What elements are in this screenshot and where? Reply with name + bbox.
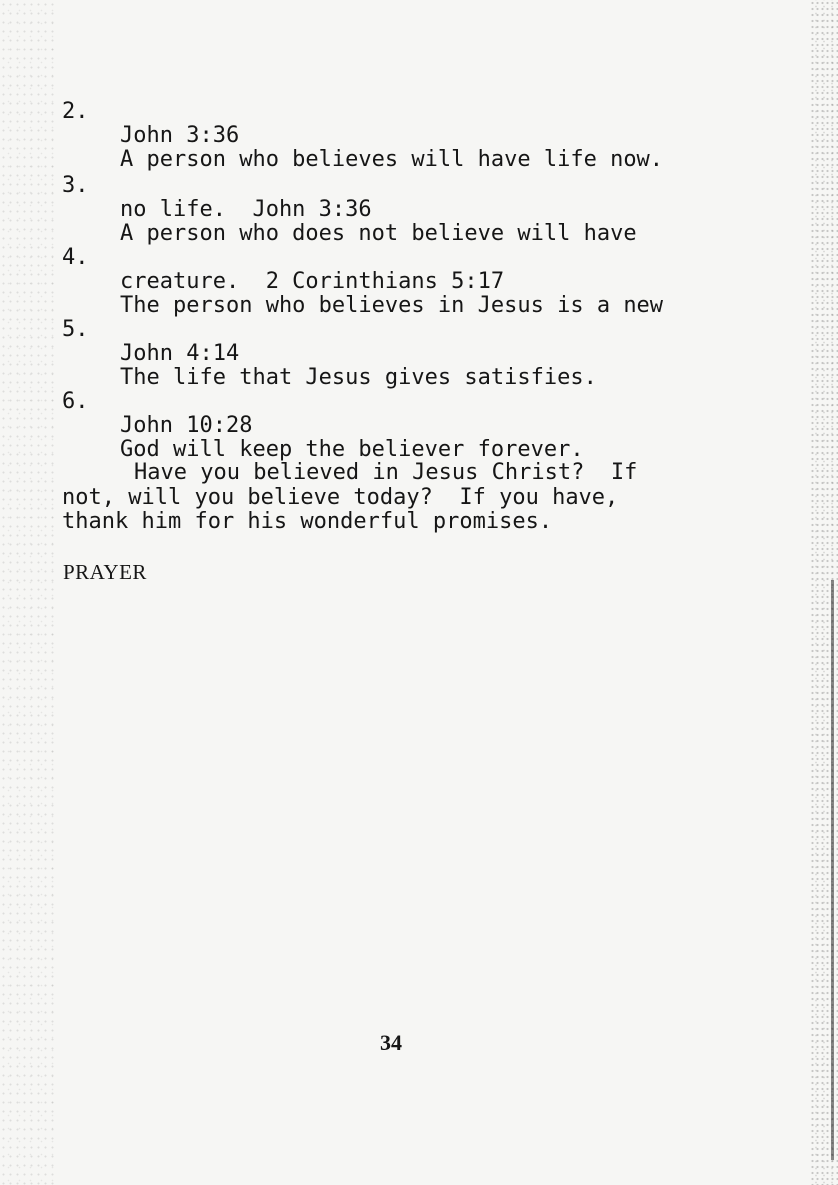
list-item-text: God will keep the believer forever.	[120, 437, 584, 462]
list-item-text: The person who believes in Jesus is a new	[120, 293, 664, 318]
page-number: 34	[380, 1030, 402, 1055]
list-item-number: 5.	[62, 317, 89, 342]
list-item-number: 6.	[62, 389, 89, 414]
scan-speckle-left	[0, 0, 58, 1185]
list-item-number: 4.	[62, 245, 89, 270]
paragraph-line: not, will you believe today? If you have,	[62, 484, 619, 510]
list-item-text: The life that Jesus gives satisfies.	[120, 365, 597, 390]
list-item-reference: creature. 2 Corinthians 5:17	[120, 269, 505, 294]
list-item-reference: no life. John 3:36	[120, 197, 372, 222]
paragraph-line: Have you believed in Jesus Christ? If	[134, 460, 638, 485]
list-item-number: 2.	[62, 99, 89, 124]
list-item-text: A person who does not believe will have	[120, 221, 637, 246]
list-item-reference: John 3:36	[120, 123, 240, 148]
list-item-number: 3.	[62, 173, 89, 198]
list-item-reference: John 4:14	[120, 341, 240, 366]
list-item-reference: John 10:28	[120, 413, 253, 438]
scan-edge-shadow	[831, 580, 834, 1160]
list-item-text: A person who believes will have life now.	[120, 147, 664, 172]
prayer-heading: PRAYER	[63, 560, 147, 584]
paragraph-line: thank him for his wonderful promises.	[62, 509, 553, 534]
